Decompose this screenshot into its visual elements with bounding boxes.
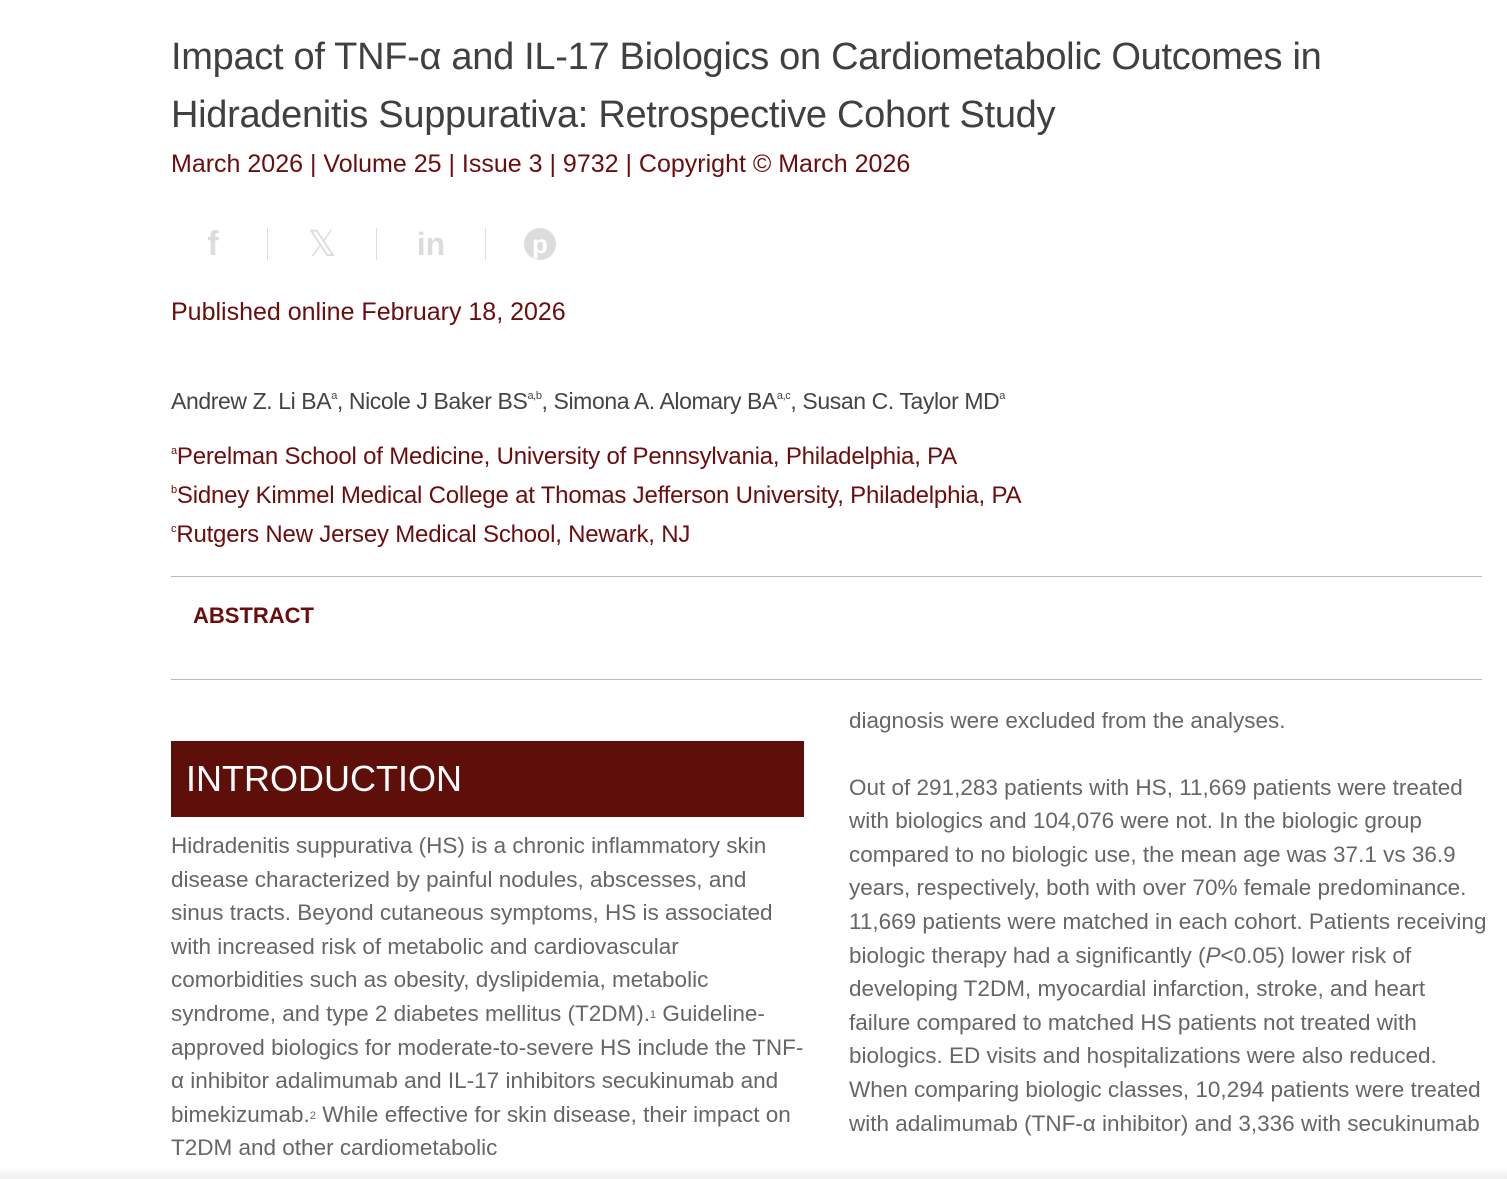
separator: , — [790, 388, 803, 414]
introduction-text — [171, 829, 804, 1165]
author: Andrew Z. Li BA — [171, 388, 332, 414]
article-title: Impact of TNF-α and IL-17 Biologics on Cardiometabolic Outcomes in Hidradenitis Suppurativa: Retrospective Cohort Study — [171, 36, 1322, 136]
svg-text:p: p — [532, 229, 548, 259]
text: While effective for skin disease, their impact on T2DM and other cardiometabolic — [171, 1101, 791, 1161]
aff-text: Sidney Kimmel Medical College at Thomas Jefferson University, Philadelphia, PA — [176, 482, 1022, 509]
affiliation — [171, 482, 1021, 510]
text: <0.05) lower risk of developing T2DM, myocardial infarction, stroke, and heart failure compared to matched HS patients not treated with biologics. ED visits and hospitalizations were also reduced. When comparing biologic classes, 10,294 patients were treated with adalimumab (TNF-α inhibitor) and 3,336 with secukinumab — [849, 942, 1481, 1136]
aff-text: Perelman School of Medicine, University of Pennsylvania, Philadelphia, PA — [176, 443, 957, 470]
aff-sup: b — [171, 484, 177, 496]
text: P — [1205, 942, 1221, 968]
divider — [376, 228, 377, 260]
aff-sup: c — [171, 523, 177, 535]
published-date: Published online February 18, 2026 — [171, 298, 566, 326]
affiliation — [171, 443, 957, 471]
author: Susan C. Taylor MD — [802, 388, 1000, 414]
author-sup: a,b — [527, 390, 542, 402]
separator: , — [541, 388, 554, 414]
aff-text: Rutgers New Jersey Medical School, Newark, NJ — [176, 521, 691, 548]
author: Nicole J Baker BS — [348, 388, 528, 414]
author: Simona A. Alomary BA — [553, 388, 777, 414]
author-sup: a,c — [776, 390, 791, 402]
reference-link[interactable]: 1 — [649, 1008, 657, 1021]
divider — [171, 679, 1482, 680]
text: Guideline-approved biologics for moderate-to-severe HS include the TNF-α inhibitor adalimumab and IL-17 inhibitors secukinumab and bimekizumab. — [171, 1000, 804, 1127]
section-heading-introduction: INTRODUCTION — [171, 741, 804, 817]
abstract-tab[interactable]: ABSTRACT — [193, 603, 314, 628]
separator: , — [336, 388, 349, 414]
text: Hidradenitis suppurativa (HS) is a chronic inflammatory skin disease characterized by painful nodules, abscesses, and sinus tracts. Beyond cutaneous symptoms, HS is associated with increased risk of metabolic and cardiovascular comorbidities such as obesity, dyslipidemia, metabolic syndrome, and type 2 diabetes mellitus (T2DM). — [171, 833, 773, 1026]
text: Out of 291,283 patients with HS, 11,669 patients were treated with biologics and 104,076 were not. In the biologic group compared to no biologic use, the mean age was 37.1 vs 36.9 years, respectively, both with over 70% female predominance. 11,669 patients were matched in each cohort. Patients receiving biologic therapy had a significantly ( — [849, 774, 1487, 968]
linkedin-icon[interactable]: in — [416, 225, 446, 262]
author-list — [171, 388, 1005, 415]
affiliation — [171, 521, 690, 549]
facebook-icon[interactable]: f — [207, 224, 219, 263]
x-icon[interactable]: 𝕏 — [307, 223, 337, 264]
pinterest-icon[interactable] — [518, 222, 562, 266]
divider — [485, 228, 486, 260]
divider — [171, 576, 1482, 577]
issue-meta: March 2026 | Volume 25 | Issue 3 | 9732 | Copyright © March 2026 — [171, 150, 911, 178]
author-sup: a — [331, 390, 337, 402]
paragraph — [849, 771, 1489, 1141]
aff-sup: a — [171, 445, 177, 457]
paragraph: diagnosis were excluded from the analyses. — [849, 708, 1286, 733]
reference-link[interactable]: 2 — [309, 1109, 316, 1122]
bottom-fade — [0, 1167, 1507, 1179]
author-sup: a — [999, 390, 1006, 402]
results-text — [849, 704, 1489, 1140]
divider — [267, 228, 268, 260]
share-bar — [191, 222, 562, 266]
